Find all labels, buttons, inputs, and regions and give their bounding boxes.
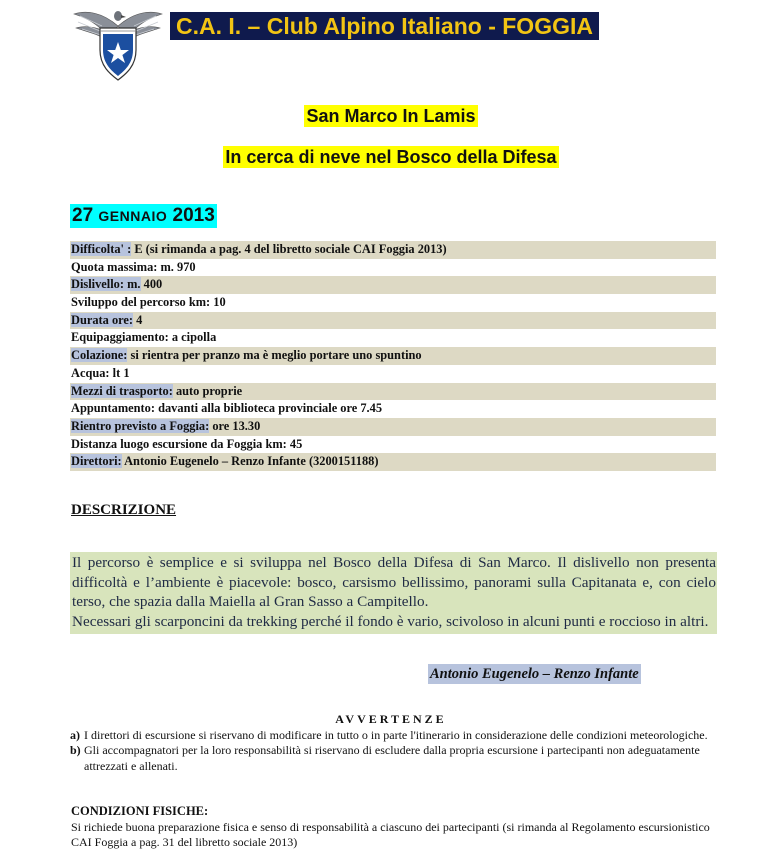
description-paragraph: Il percorso è semplice e si sviluppa nel Bosco della Difesa di San Marco. Il dislivello non presenta difficoltà e l’ambiente è piacevole: bosco, carsismo bellissimo, panorami sulla Capitanata e, con cielo terso, che spazia dalla Maiella al Gran Sasso a Campitello. xyxy=(72,554,716,611)
conditions-heading: CONDIZIONI FISICHE: xyxy=(71,804,209,818)
warnings-list xyxy=(70,728,710,774)
detail-row-equipment: Equipaggiamento: a cipolla xyxy=(71,330,217,345)
description-paragraph: Necessari gli scarponcini da trekking perché il fondo è vario, scivoloso in alcuni punti e roccioso in altri. xyxy=(72,612,709,630)
detail-row-distance: Distanza luogo escursione da Foggia km: 45 xyxy=(71,436,303,451)
date-day: 27 xyxy=(72,205,94,226)
detail-row-breakfast: Colazione: si rientra per pranzo ma è meglio portare uno spuntino xyxy=(70,347,716,365)
warnings-title: AVVERTENZE xyxy=(335,712,447,726)
list-item: b) Gli accompagnatori per la loro responsabilità si riservano di escludere dalla propria escursione i partecipanti non adeguatamente attrezzati e allenati. xyxy=(70,743,700,773)
event-subtitle: In cerca di neve nel Bosco della Difesa xyxy=(225,147,557,167)
club-title: C.A. I. – Club Alpino Italiano - FOGGIA xyxy=(170,12,599,40)
detail-row-route-length: Sviluppo del percorso km: 10 xyxy=(71,295,226,310)
detail-row-max-altitude: Quota massima: m. 970 xyxy=(71,259,196,274)
detail-row-return-time: Rientro previsto a Foggia: ore 13.30 xyxy=(70,418,716,436)
description-heading: DESCRIZIONE xyxy=(71,502,177,518)
cai-logo-icon xyxy=(72,4,164,84)
date-year: 2013 xyxy=(172,205,215,226)
detail-row-water: Acqua: lt 1 xyxy=(71,365,130,380)
event-date xyxy=(70,204,217,228)
detail-row-meeting-point: Appuntamento: davanti alla biblioteca provinciale ore 7.45 xyxy=(71,401,383,416)
detail-row-directors: Direttori: Antonio Eugenelo – Renzo Infante (3200151188) xyxy=(70,453,716,471)
list-item: a) I direttori di escursione si riservano di modificare in tutto o in parte l'itinerario in considerazione delle condizioni meteorologiche. xyxy=(70,728,708,742)
details-list xyxy=(70,241,716,471)
detail-row-difficulty: Difficolta' : E (si rimanda a pag. 4 del libretto sociale CAI Foggia 2013) xyxy=(70,241,716,259)
detail-row-transport: Mezzi di trasporto: auto proprie xyxy=(70,383,716,401)
detail-row-duration: Durata ore: 4 xyxy=(70,312,716,330)
date-month: GENNAIO xyxy=(98,208,168,224)
detail-row-elevation-gain: Dislivello: m. 400 xyxy=(70,276,716,294)
description-signature: Antonio Eugenelo – Renzo Infante xyxy=(430,666,639,682)
event-location: San Marco In Lamis xyxy=(306,106,476,126)
description-block xyxy=(70,552,717,634)
conditions-text: Si richiede buona preparazione fisica e senso di responsabilità a ciascuno dei partecipanti (si rimanda al Regolamento escursionistico CAI Foggia a pag. 31 del libretto sociale 2013) xyxy=(71,820,710,850)
